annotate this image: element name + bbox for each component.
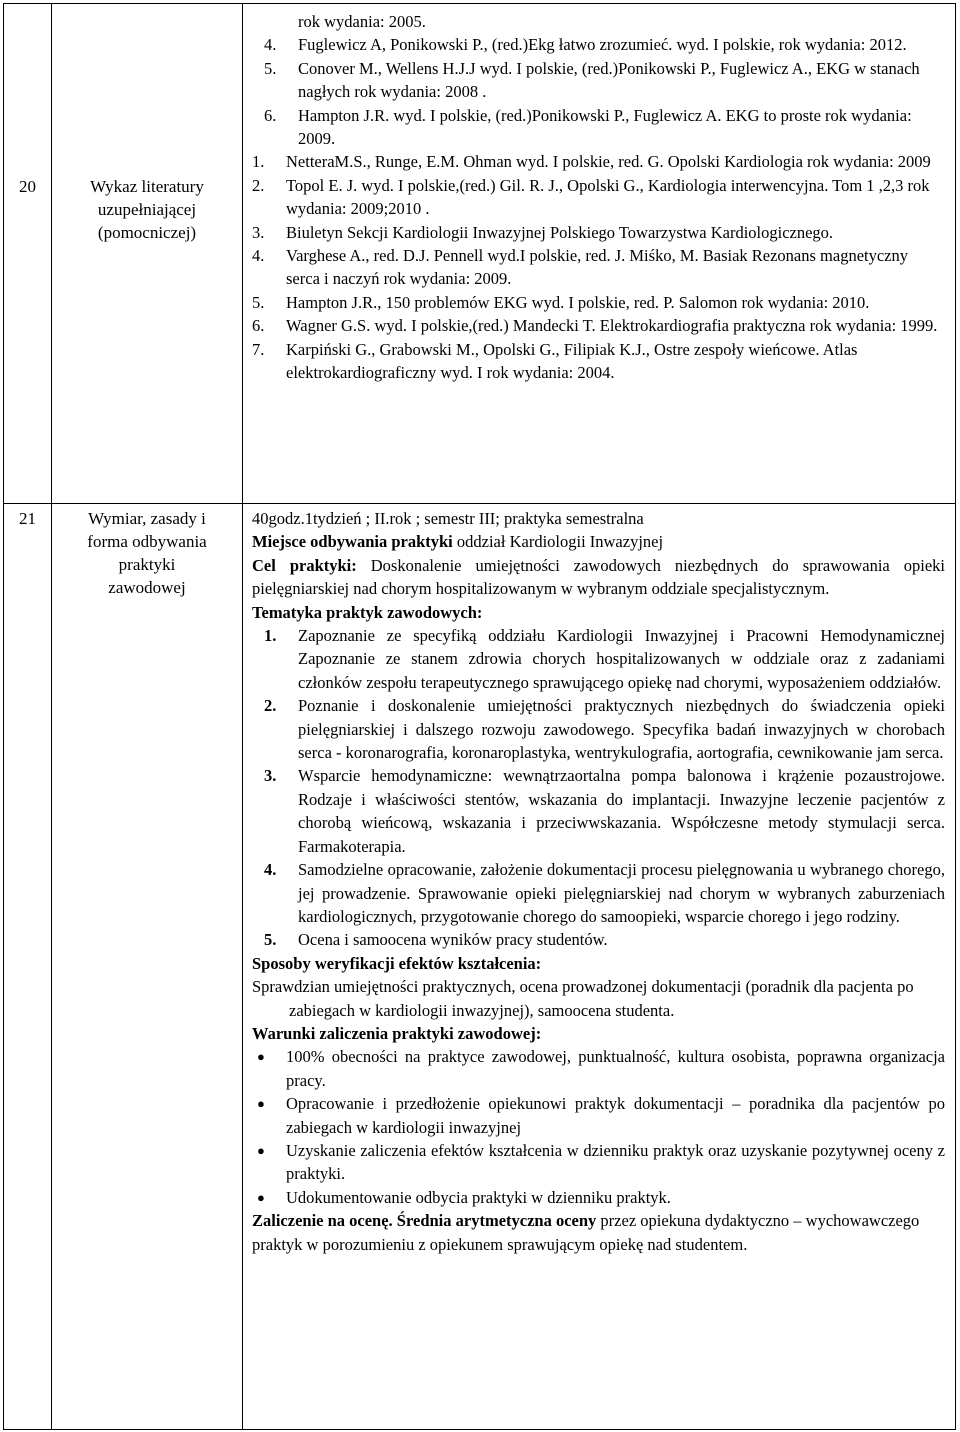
item-text: 100% obecności na praktyce zawodowej, punktualność, kultura osobista, poprawna organizacja pracy. [286, 1047, 945, 1090]
item-number: 7. [252, 339, 265, 359]
item-number: 4. [264, 860, 277, 880]
bullet-icon: ● [257, 1189, 265, 1205]
item-text: Zapoznanie ze specyfiką oddziału Kardiologii Inwazyjnej i Pracowni Hemodynamicznej Zapoznanie ze stanem zdrowia chorych hospitalizowanych w oddziale oraz z zadaniami członków zespołu terapeutycznego sprawującego opiekę nad chorymi, wyposażeniem oddziałów. [298, 626, 945, 692]
verification-text: Sprawdzian umiejętności praktycznych, ocena prowadzonej dokumentacji (poradnik dla pacjenta po zabiegach w kardiologii inwazyjnej), samoocena studenta. [252, 977, 914, 1020]
row-title-line: forma odbywania [87, 532, 207, 551]
item-text: Udokumentowanie odbycia praktyki w dzienniku praktyk. [286, 1187, 671, 1207]
list-item [252, 1139, 945, 1186]
list-item [252, 928, 945, 951]
row-title [52, 504, 243, 1430]
row-title-line: praktyki [118, 555, 176, 574]
row-number: 21 [4, 504, 52, 1430]
topics-heading: Tematyka praktyk zawodowych: [252, 602, 483, 622]
row-number: 20 [4, 4, 52, 504]
item-text: Topol E. J. wyd. I polskie,(red.) Gil. R. J., Opolski G., Kardiologia interwencyjna. Tom 1 ,2,3 rok wydania: 2009;2010 . [286, 175, 930, 219]
item-text: Fuglewicz A, Ponikowski P., (red.)Ekg łatwo zrozumieć. wyd. I polskie, rok wydania: 2012. [298, 35, 907, 55]
item-number: 4. [252, 246, 265, 266]
item-number: 5. [264, 58, 277, 78]
grade-paragraph [252, 1209, 945, 1256]
item-number: 1. [264, 626, 277, 646]
place-line [252, 530, 945, 553]
bullet-icon: ● [257, 1049, 265, 1065]
item-number: 4. [264, 35, 277, 55]
list-item [252, 291, 945, 314]
document-table [3, 3, 956, 1430]
item-number: 2. [264, 696, 277, 716]
bullet-icon: ● [257, 1096, 265, 1112]
item-text: Wagner G.S. wyd. I polskie,(red.) Mandecki T. Elektrokardiografia praktyczna rok wydania: 1999. [286, 316, 938, 336]
item-number: 5. [252, 292, 265, 312]
list-item [252, 150, 945, 173]
item-text: Hampton J.R., 150 problemów EKG wyd. I polskie, red. P. Salomon rok wydania: 2010. [286, 292, 870, 312]
list-item [252, 1186, 945, 1209]
item-text: Biuletyn Sekcji Kardiologii Inwazyjnej Polskiego Towarzystwa Kardiologicznego. [286, 222, 834, 242]
item-text: Conover M., Wellens H.J.J wyd. I polskie, (red.)Ponikowski P., Fuglewicz A., EKG w stanach nagłych rok wydania: 2008 . [298, 58, 920, 102]
item-number: 6. [264, 105, 277, 125]
list-item [252, 338, 945, 385]
item-text: Uzyskanie zaliczenia efektów kształcenia w dzienniku praktyk oraz uzyskanie pozytywnej oceny z praktyki. [286, 1140, 945, 1184]
place-label: Miejsce odbywania praktyki [252, 532, 453, 552]
row-title-line: zawodowej [108, 578, 186, 597]
conditions-list [252, 1045, 945, 1209]
literature-content [243, 4, 956, 504]
row-title-line: (pomocniczej) [97, 223, 197, 242]
goal-paragraph [252, 554, 945, 601]
item-text: Varghese A., red. D.J. Pennell wyd.I polskie, red. J. Miśko, M. Basiak Rezonans magnetyczny serca i naczyń rok wydania: 2009. [286, 246, 909, 289]
item-number: 6. [252, 316, 265, 336]
continued-entry: rok wydania: 2005. [298, 12, 426, 31]
row-title-line: uzupełniającej [97, 200, 197, 219]
list-item [252, 694, 945, 764]
list-item [252, 104, 945, 151]
row-title [52, 4, 243, 504]
table-row-20 [4, 4, 956, 504]
verification-heading: Sposoby weryfikacji efektów kształcenia: [252, 953, 542, 973]
table-row-21 [4, 504, 956, 1430]
item-text: Opracowanie i przedłożenie opiekunowi praktyk dokumentacji – poradnika dla pacjentów po zabiegach w kardiologii inwazyjnej [286, 1094, 945, 1137]
topics-list [252, 624, 945, 952]
list-item [252, 1092, 945, 1139]
conditions-heading: Warunki zaliczenia praktyki zawodowej: [252, 1023, 542, 1043]
list-item [252, 764, 945, 858]
literature-list [252, 150, 945, 384]
list-item [252, 1045, 945, 1092]
item-text: Samodzielne opracowanie, założenie dokumentacji procesu pielęgnowania u wybranego chorego, jej prowadzenie. Sprawowanie opieki pielęgniarskiej nad chorym w wybranych zaburzeniach kardiologicznych, przygotowanie chorego do samoopieki, wsparcie chorego i jego rodziny. [298, 860, 945, 926]
list-item [252, 33, 945, 56]
goal-value: Doskonalenie umiejętności zawodowych niezbędnych do sprawowania opieki pielęgniarskiej nad chorym hospitalizowanym w wybranym oddziale specjalistycznym. [252, 555, 945, 599]
list-item [252, 314, 945, 337]
item-number: 3. [264, 766, 277, 786]
goal-label: Cel praktyki: [252, 555, 357, 575]
item-number: 5. [264, 930, 277, 950]
item-text: Karpiński G., Grabowski M., Opolski G., Filipiak K.J., Ostre zespoły wieńcowe. Atlas elektrokardiograficzny wyd. I rok wydania: 2004. [286, 339, 858, 383]
item-text: Wsparcie hemodynamiczne: wewnątrzaortalna pompa balonowa i krążenie pozaustrojowe. Rodzaje i właściwości stentów, wskazania do implantacji. Inwazyjne leczenie pacjentów z chorobą wieńcową, wskazania i przeciwwskazania. Współczesne metody stymulacji serca. Farmakoterapia. [298, 766, 945, 856]
grade-label: Zaliczenie na ocenę. Średnia arytmetyczna oceny [252, 1211, 597, 1231]
item-number: 1. [252, 152, 265, 172]
literature-list-continued [252, 33, 945, 150]
row-title-line: Wymiar, zasady i [88, 509, 206, 528]
grade-value: przez opiekuna dydaktyczno – wychowawczego praktyk w porozumieniu z opiekunem sprawującym opiekę nad studentem. [252, 1211, 920, 1254]
list-item [252, 174, 945, 221]
list-item [252, 221, 945, 244]
list-item [252, 624, 945, 694]
item-number: 2. [252, 175, 265, 195]
place-value: oddział Kardiologii Inwazyjnej [452, 532, 664, 552]
row-title-line: Wykaz literatury [90, 177, 204, 196]
internship-content [243, 504, 956, 1430]
item-text: Ocena i samoocena wyników pracy studentów. [298, 930, 608, 950]
item-text: NetteraM.S., Runge, E.M. Ohman wyd. I polskie, red. G. Opolski Kardiologia rok wydania: 2009 [286, 152, 931, 172]
item-text: Hampton J.R. wyd. I polskie, (red.)Ponikowski P., Fuglewicz A. EKG to proste rok wydania: 2009. [298, 105, 912, 149]
item-number: 3. [252, 222, 265, 242]
list-item [252, 57, 945, 104]
list-item [252, 244, 945, 291]
hours-line: 40godz.1tydzień ; II.rok ; semestr III; praktyka semestralna [252, 509, 644, 528]
list-item [252, 858, 945, 928]
bullet-icon: ● [257, 1142, 265, 1158]
item-text: Poznanie i doskonalenie umiejętności praktycznych niezbędnych do świadczenia opieki pielęgniarskiej i dalszego rozwoju zawodowego. Specyfika badań inwazyjnych w chorobach serca - koronarografia, koronaroplastyka, wentrykulografia, aortografia, cewnikowanie jam serca. [298, 696, 945, 763]
